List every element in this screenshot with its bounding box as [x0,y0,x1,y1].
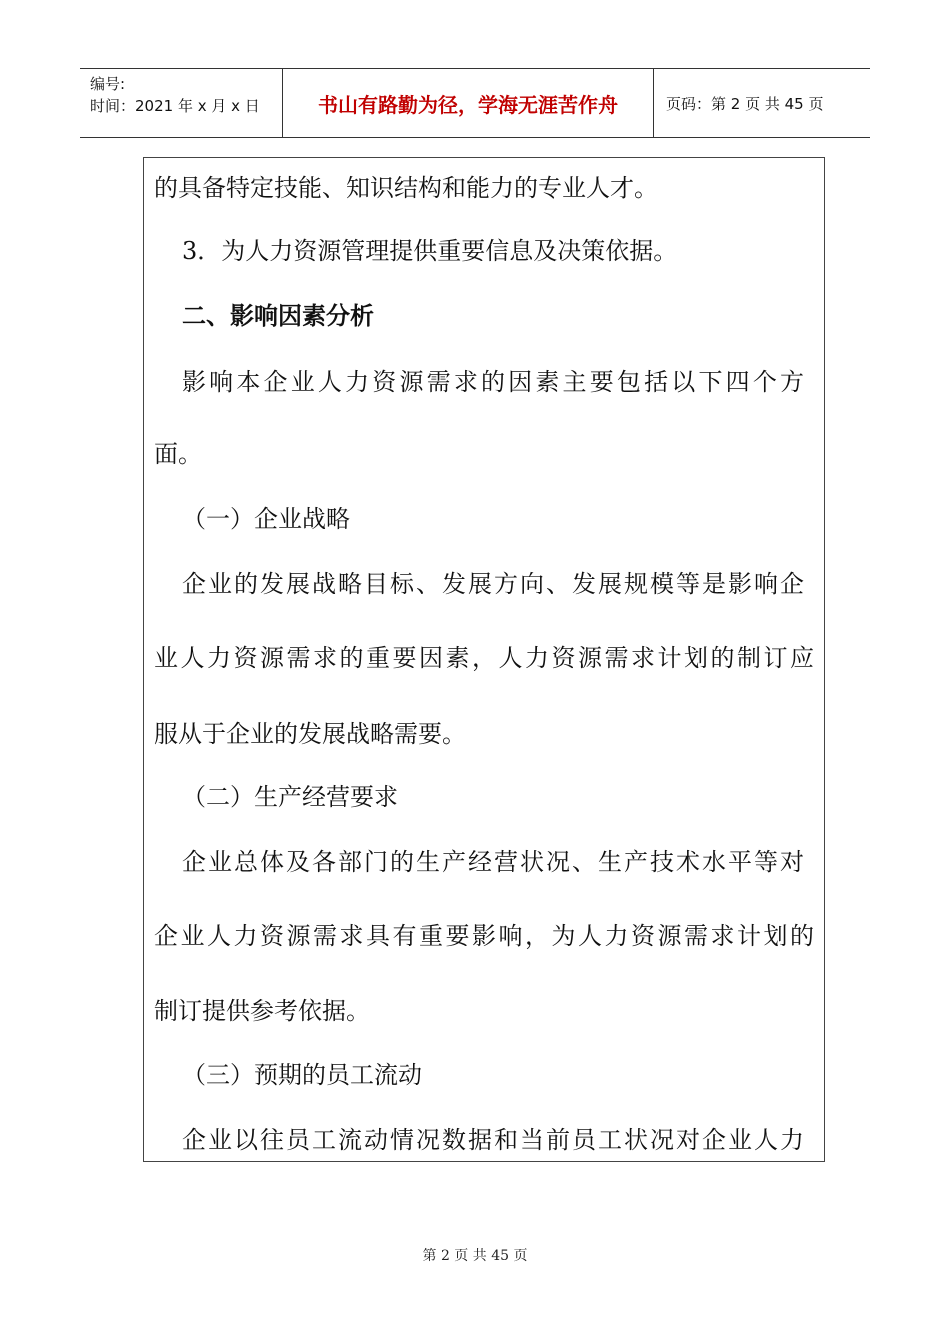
text-line-8: 业人力资源需求的重要因素，人力资源需求计划的制订应 [154,644,814,672]
header-meta [80,69,282,137]
subheading-production-requirements: （二）生产经营要求 [182,783,398,811]
subheading-employee-turnover: （三）预期的员工流动 [182,1061,422,1089]
subheading [182,1060,422,1090]
header-motto-cell [282,69,654,137]
paragraph-line [154,996,370,1026]
document-number-label: 编号: [90,75,126,93]
paragraph-line [182,367,804,397]
text-line-1: 的具备特定技能、知识结构和能力的专业人才。 [154,174,658,202]
text-line-5: 面。 [154,440,202,468]
paragraph-line [182,847,804,877]
paragraph-line [154,921,814,951]
content-frame [143,157,825,1162]
paragraph-line [154,643,814,673]
text-line-12: 企业人力资源需求具有重要影响，为人力资源需求计划的 [154,922,814,950]
header-motto: 书山有路勤为径，学海无涯苦作舟 [318,92,618,117]
footer-page-number: 第 2 页 共 45 页 [422,1248,528,1264]
header-page-info: 页码：第 2 页 共 45 页 [666,94,824,113]
paragraph-line [182,569,804,599]
section-heading [182,301,374,331]
text-line-7: 企业的发展战略目标、发展方向、发展规模等是影响企 [182,570,804,598]
page-footer [0,1245,950,1265]
document-date: 时间：2021 年 x 月 x 日 [90,97,260,115]
text-line-9: 服从于企业的发展战略需要。 [154,720,466,748]
text-line-13: 制订提供参考依据。 [154,997,370,1025]
subheading-enterprise-strategy: （一）企业战略 [182,505,350,533]
paragraph-line [154,719,466,749]
subheading [182,504,350,534]
paragraph-line [154,439,202,469]
text-line-4: 影响本企业人力资源需求的因素主要包括以下四个方 [182,368,804,396]
paragraph-line [154,173,658,203]
header-page-cell [654,69,870,137]
paragraph-line [182,1125,804,1155]
page-header [80,68,870,138]
text-line-15: 企业以往员工流动情况数据和当前员工状况对企业人力 [182,1126,804,1154]
subheading [182,782,398,812]
text-line-2: 3．为人力资源管理提供重要信息及决策依据。 [182,237,678,265]
text-line-11: 企业总体及各部门的生产经营状况、生产技术水平等对 [182,848,804,876]
paragraph-line [182,236,677,266]
section-heading-text: 二、影响因素分析 [182,302,374,330]
